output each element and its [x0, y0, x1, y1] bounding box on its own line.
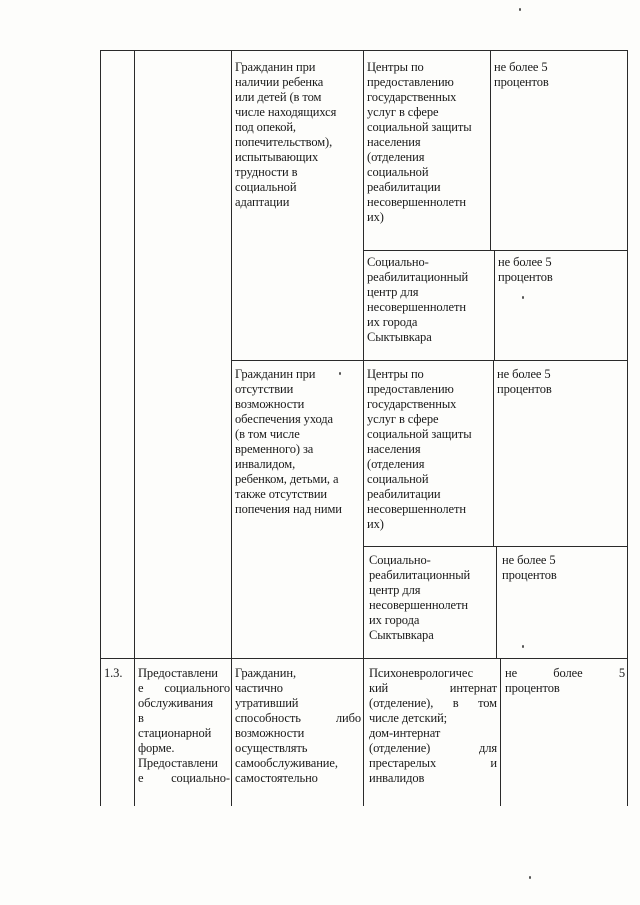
scan-speck	[339, 372, 341, 375]
table-right-border	[627, 50, 628, 806]
col-border-provider-upper	[490, 50, 491, 250]
col-border-provider-mid3	[496, 546, 497, 658]
share-line: процентов	[505, 681, 560, 695]
provider-cell-1a: Центры по предоставлению государственных услуг в сфере социальной защиты населения (отделения социальной реабилитации несовершеннолетн их)	[367, 60, 472, 224]
provider-cell-13	[369, 666, 497, 786]
service-line: Предоставлени	[138, 756, 218, 770]
share-cell-1a: не более 5 процентов	[494, 60, 549, 89]
recipient-line: самообслуживание,	[235, 756, 338, 770]
share-cell-2a: не более 5 процентов	[497, 367, 552, 396]
col-border-recipient	[363, 50, 364, 806]
share-cell-13	[505, 666, 625, 696]
share-line: не более 5	[505, 666, 625, 680]
col-border-provider-lower	[500, 658, 501, 806]
recipient-line: частично	[235, 681, 283, 695]
provider-line: (отделение) для	[369, 741, 497, 755]
recipient-line: возможности	[235, 726, 305, 740]
service-line: обслуживания	[138, 696, 214, 710]
service-line: форме.	[138, 741, 175, 755]
scan-speck	[529, 876, 531, 879]
provider-line: дом-интернат	[369, 726, 441, 740]
provider-line: (отделение), в том	[369, 696, 497, 710]
table-top-border	[100, 50, 628, 51]
provider-line: кий интернат	[369, 681, 497, 695]
provider-cell-2b: Социально- реабилитационный центр для несовершеннолетн их города Сыктывкара	[369, 553, 471, 642]
col-border-left	[100, 50, 101, 806]
provider-line: инвалидов	[369, 771, 425, 785]
col-border-provider-mid2	[493, 360, 494, 546]
recipient-cell-1: Гражданин при наличии ребенка или детей (в том числе находящихся под опекой, попечительством), испытывающих трудности в социальной адаптации	[235, 60, 337, 209]
provider-cell-1b: Социально- реабилитационный центр для несовершеннолетн их города Сыктывкара	[367, 255, 469, 344]
scan-speck	[519, 8, 521, 11]
provider-line: Психоневрологичес	[369, 666, 474, 680]
service-line: стационарной	[138, 726, 212, 740]
recipient-cell-13	[235, 666, 361, 786]
recipient-line: осуществлять	[235, 741, 308, 755]
recipient-line: самостоятельно	[235, 771, 318, 785]
service-cell-13	[138, 666, 230, 786]
col-border-service	[231, 50, 232, 806]
recipient-line: утративший	[235, 696, 299, 710]
recipient-cell-2: Гражданин при отсутствии возможности обеспечения ухода (в том числе временного) за инвалидом, ребенком, детьми, а также отсутствии попечения над ними	[235, 367, 342, 516]
provider-line: числе детский;	[369, 711, 448, 725]
provider-cell-2a: Центры по предоставлению государственных услуг в сфере социальной защиты населения (отделения социальной реабилитации несовершеннолетн их)	[367, 367, 472, 531]
service-line: в	[138, 711, 144, 725]
scan-speck	[522, 296, 524, 299]
provider-line: престарелых и	[369, 756, 497, 770]
share-cell-1b: не более 5 процентов	[498, 255, 553, 284]
col-border-num	[134, 50, 135, 806]
recipient-line: способность либо	[235, 711, 361, 725]
row-divider-3	[363, 546, 627, 547]
col-border-provider-mid1	[494, 250, 495, 360]
section-number: 1.3.	[104, 666, 123, 680]
row-divider-2	[231, 360, 627, 361]
recipient-line: Гражданин,	[235, 666, 296, 680]
row-divider-1	[363, 250, 627, 251]
service-line: е социально-	[138, 771, 230, 785]
scan-speck	[522, 645, 524, 648]
service-line: Предоставлени	[138, 666, 218, 680]
row-divider-section	[100, 658, 628, 659]
share-cell-2b: не более 5 процентов	[502, 553, 557, 582]
service-line: е социального	[138, 681, 230, 695]
